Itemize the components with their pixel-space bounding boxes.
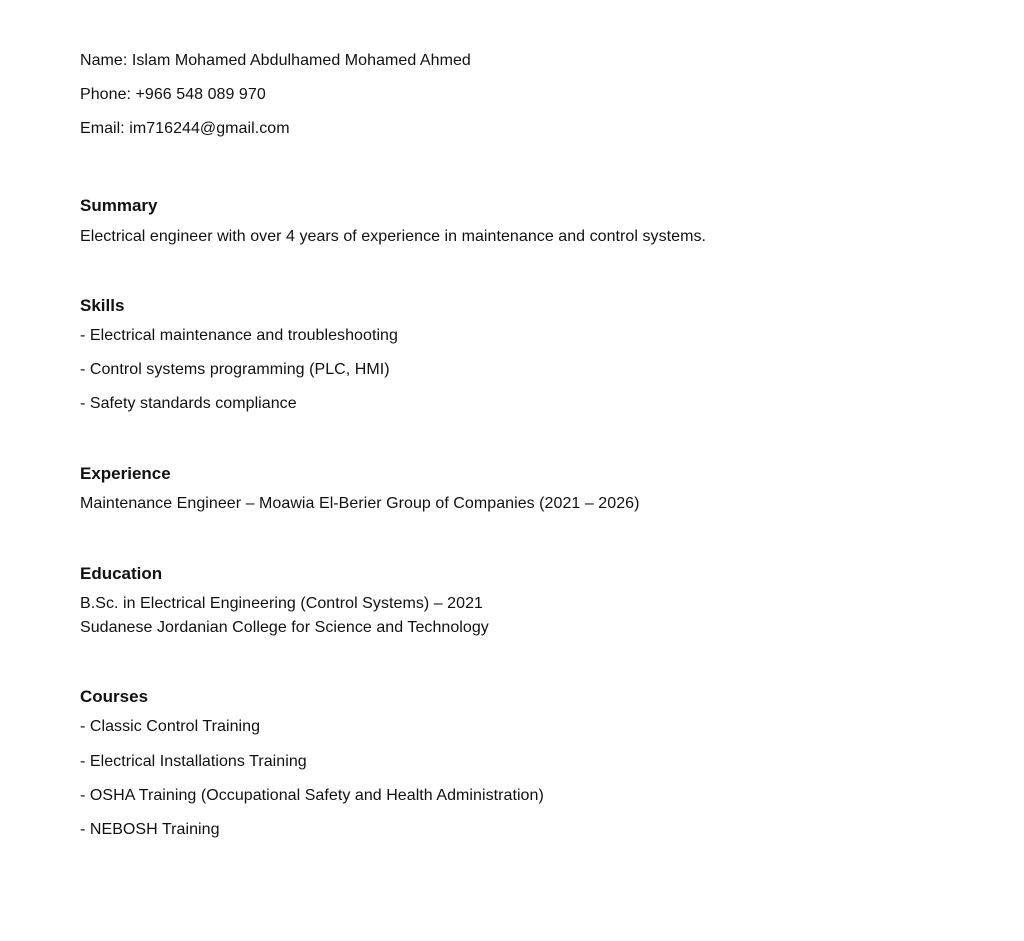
education-heading: Education — [80, 564, 163, 583]
course-item: - NEBOSH Training — [80, 821, 220, 838]
summary-text: Electrical engineer with over 4 years of experience in maintenance and control systems. — [80, 228, 706, 245]
experience-item: Maintenance Engineer – Moawia El-Berier Group of Companies (2021 – 2026) — [80, 495, 640, 512]
summary-heading: Summary — [80, 196, 158, 215]
skill-item: - Control systems programming (PLC, HMI) — [80, 361, 390, 378]
skill-item: - Electrical maintenance and troubleshooting — [80, 327, 398, 344]
course-item: - Electrical Installations Training — [80, 753, 307, 770]
course-item: - Classic Control Training — [80, 718, 261, 735]
skill-item: - Safety standards compliance — [80, 395, 297, 412]
course-item: - OSHA Training (Occupational Safety and Health Administration) — [80, 787, 544, 804]
skills-heading: Skills — [80, 296, 125, 315]
contact-name: Name: Islam Mohamed Abdulhamed Mohamed Ahmed — [80, 52, 471, 69]
courses-heading: Courses — [80, 687, 149, 706]
education-degree: B.Sc. in Electrical Engineering (Control Systems) – 2021 — [80, 595, 483, 612]
contact-email: Email: im716244@gmail.com — [80, 120, 290, 137]
education-institution: Sudanese Jordanian College for Science and Technology — [80, 619, 489, 636]
contact-phone: Phone: +966 548 089 970 — [80, 86, 266, 103]
experience-heading: Experience — [80, 464, 171, 483]
